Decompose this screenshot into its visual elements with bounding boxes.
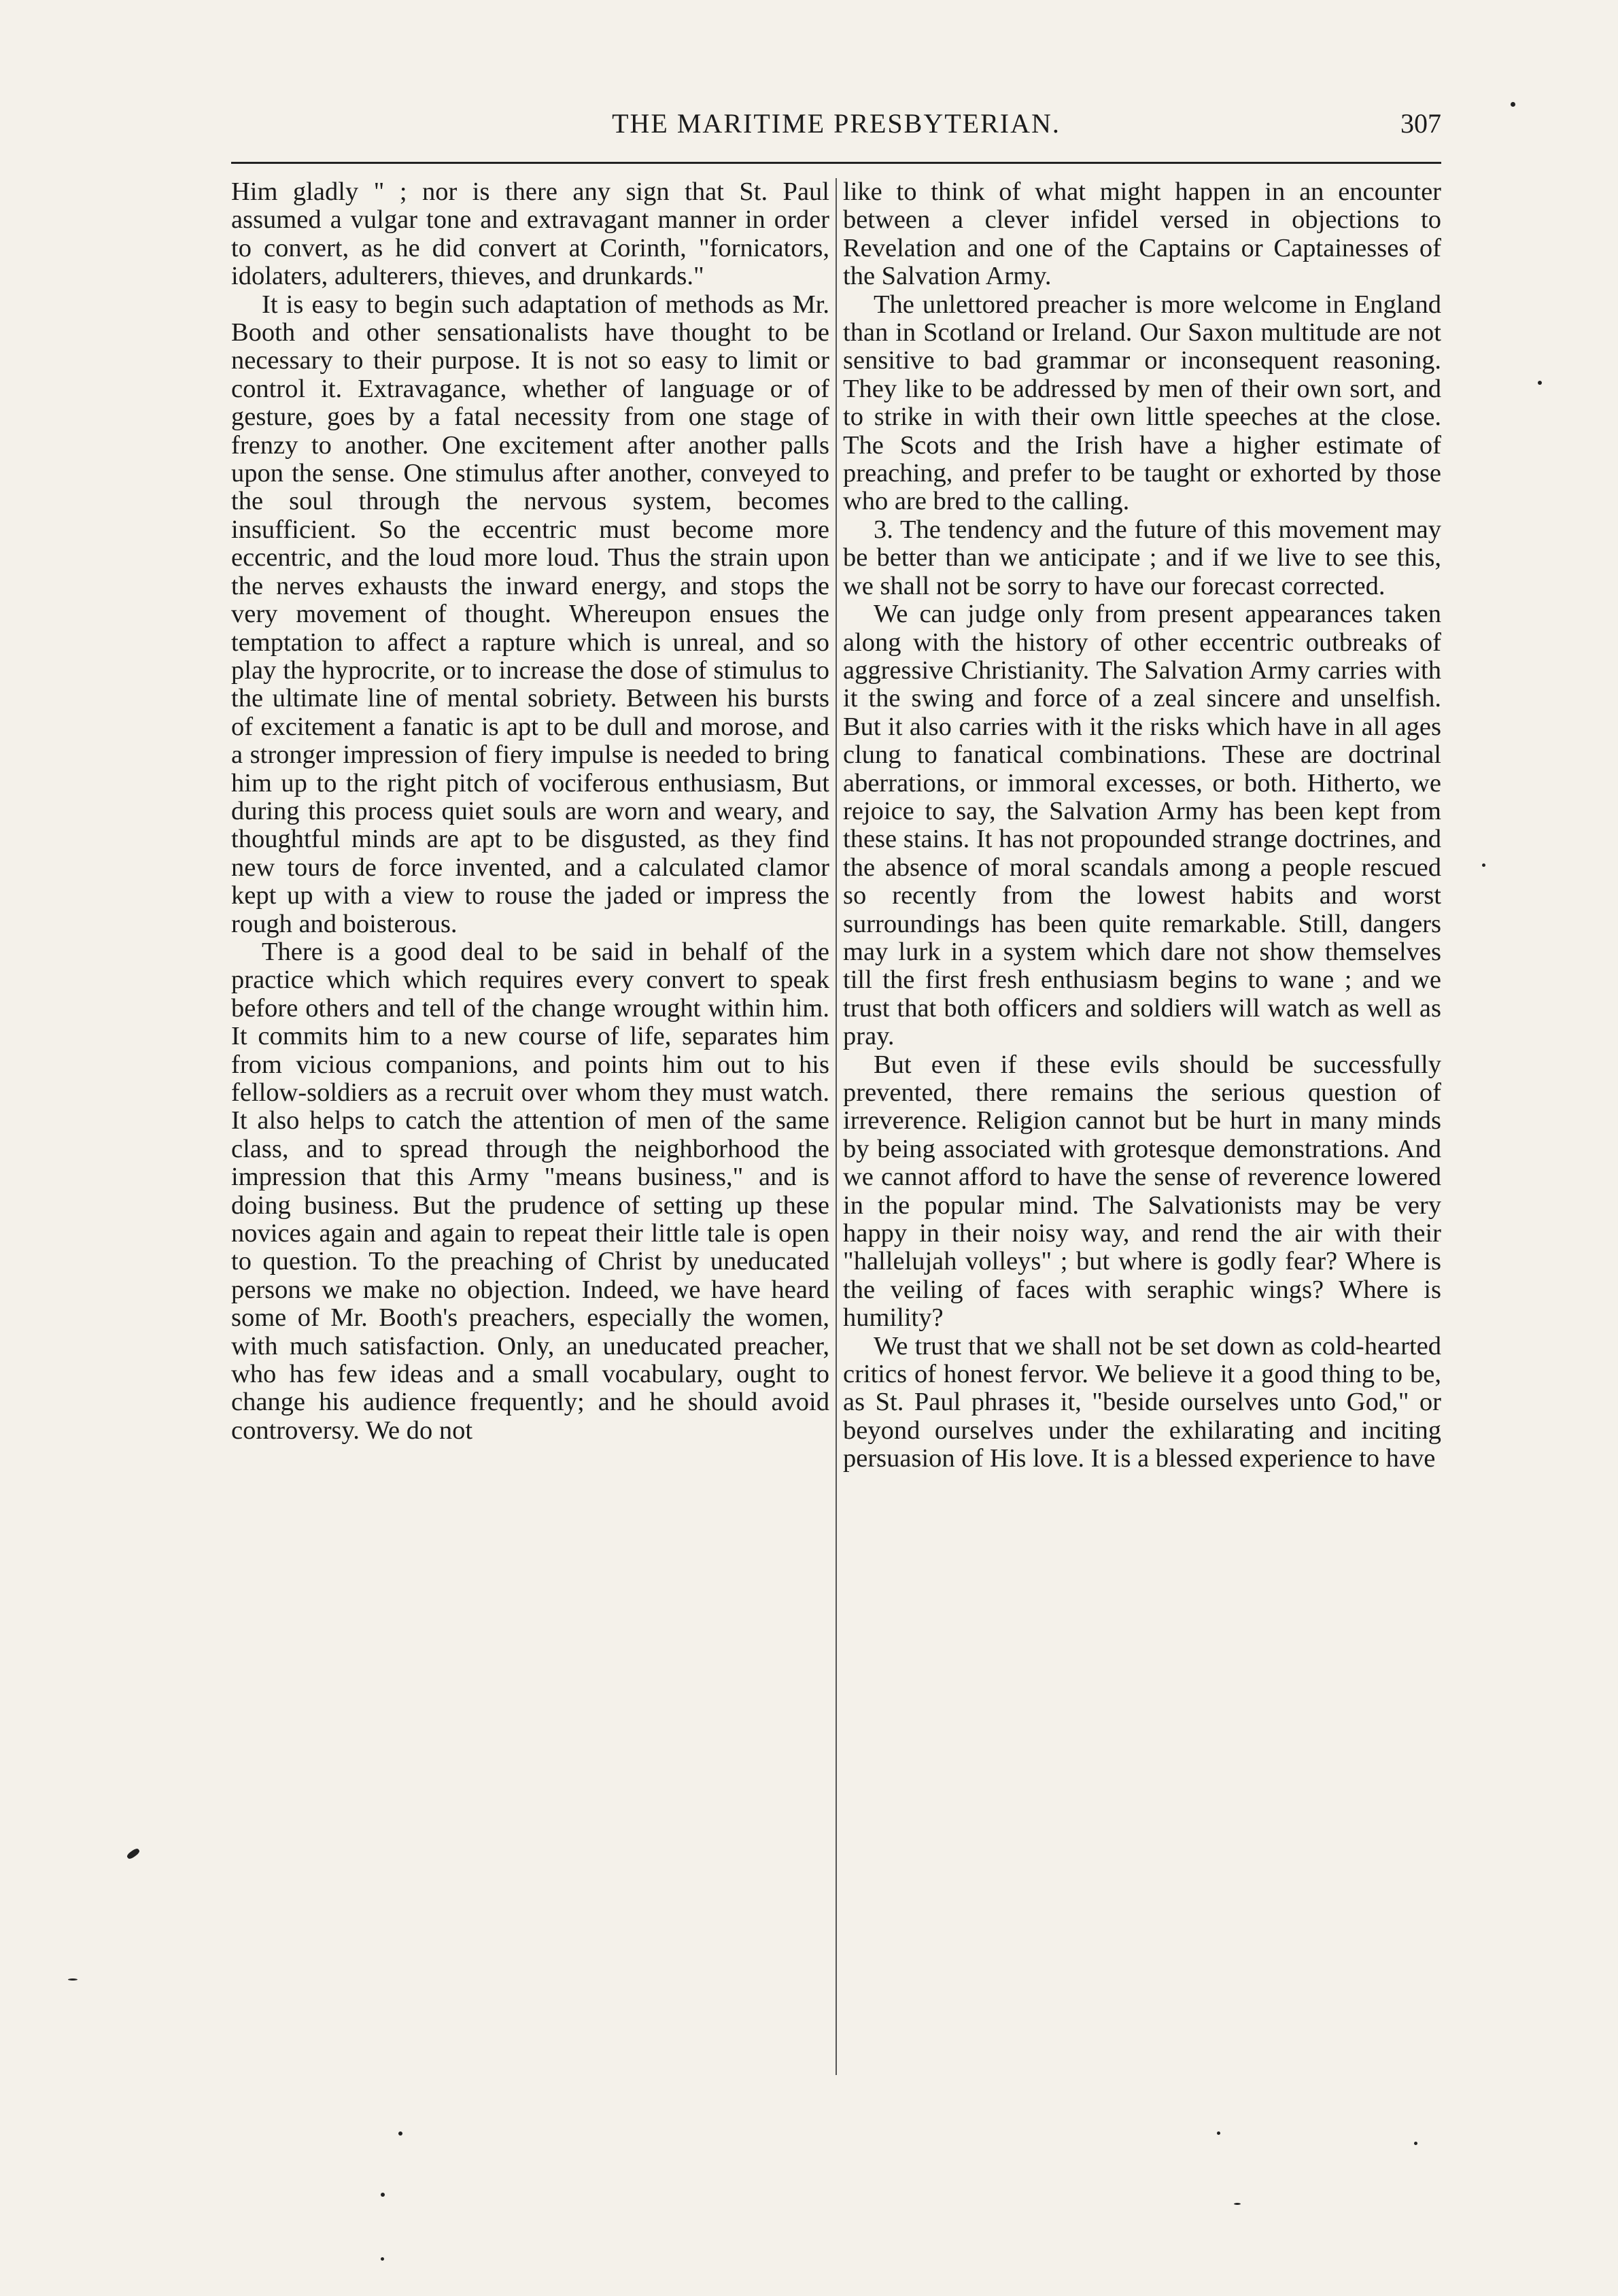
paragraph: It is easy to begin such adaptation of methods as Mr. Booth and other sensationalists have thought to be necessary to their purpose. It is not so easy to limit or control it. Extravagance, whether of language or of gesture, goes by a fatal necessity from one stage of frenzy to another. One excitement after another palls upon the sense. One stimulus after another, conveyed to the soul through the nervous system, becomes insufficient. So the eccentric must become more eccentric, and the loud more loud. Thus the strain upon the nerves exhausts the inward energy, and stops the very movement of thought. Whereupon ensues the temptation to affect a rapture which is unreal, and so play the hyprocrite, or to increase the dose of stimulus to the ultimate line of mental sobriety. Between his bursts of excitement a fanatic is apt to be dull and morose, and a stronger impression of fiery impulse is needed to bring him up to the right pitch of vociferous enthusiasm, But during this process quiet souls are worn and weary, and thoughtful minds are apt to be disgusted, as they find new tours de force invented, and a calculated clamor kept up with a view to rouse the jaded or impress the rough and boisterous.	[231, 290, 829, 938]
print-speck	[1511, 102, 1515, 107]
print-speck	[126, 1847, 141, 1860]
paragraph: The unlettored preacher is more welcome in England than in Scotland or Ireland. Our Saxon multitude are not sensitive to bad grammar or inconsequent reasoning. They like to be addressed by men of their own sort, and to strike in with their own little speeches at the close. The Scots and the Irish have a higher estimate of preaching, and prefer to be taught or exhorted by those who are bred to the calling.	[843, 290, 1441, 516]
running-header	[231, 102, 1441, 150]
left-column	[231, 178, 829, 1445]
print-speck	[381, 2257, 384, 2261]
paragraph: 3. The tendency and the future of this movement may be better than we anticipate ; and if we live to see this, we shall not be sorry to have our forecast corrected.	[843, 515, 1441, 600]
print-speck	[1482, 863, 1485, 867]
paragraph: Him gladly " ; nor is there any sign that St. Paul assumed a vulgar tone and extravagant manner in order to convert, as he did convert at Corinth, "fornicators, idolaters, adulterers, thieves, and drunkards."	[231, 177, 829, 291]
right-column	[843, 178, 1441, 1473]
print-speck	[68, 1978, 78, 1981]
running-title: THE MARITIME PRESBYTERIAN.	[612, 108, 1061, 139]
print-speck	[398, 2131, 402, 2136]
print-speck	[381, 2193, 385, 2197]
paragraph: like to think of what might happen in an encounter between a clever infidel versed in objections to Revelation and one of the Captains or Captainesses of the Salvation Army.	[843, 177, 1441, 291]
paragraph: There is a good deal to be said in behalf of the practice which which requires every convert to speak before others and tell of the change wrought within him. It commits him to a new course of life, separates him from vicious companions, and points him out to his fellow-soldiers as a recruit over whom they must watch. It also helps to catch the attention of men of the same class, and to spread through the neighborhood the impression that this Army "means business," and is doing business. But the prudence of setting up these novices again and again to repeat their little tale is open to question. To the preaching of Christ by uneducated persons we make no objection. Indeed, we have heard some of Mr. Booth's preachers, especially the women, with much satisfaction. Only, an uneducated preacher, who has few ideas and a small vocabulary, ought to change his audience frequently; and he should avoid controversy. We do not	[231, 937, 829, 1445]
column-divider	[836, 178, 837, 2075]
print-speck	[1538, 381, 1542, 385]
header-rule	[231, 162, 1441, 164]
paragraph: But even if these evils should be successfully prevented, there remains the serious question of irreverence. Religion cannot but be hurt in many minds by being associated with grotesque demonstrations. And we cannot afford to have the sense of reverence lowered in the popular mind. The Salvationists may be very happy in their noisy way, and rend the air with their "hallelujah volleys" ; but where is godly fear? Where is the veiling of faces with seraphic wings? Where is humility?	[843, 1050, 1441, 1333]
paragraph: We can judge only from present appearances taken along with the history of other eccentric outbreaks of aggressive Christianity. The Salvation Army carries with it the swing and force of a zeal sincere and unselfish. But it also carries with it the risks which have in all ages clung to fanatical combinations. These are doctrinal aberrations, or immoral excesses, or both. Hitherto, we rejoice to say, the Salvation Army has been kept from these stains. It has not propounded strange doctrines, and the absence of moral scandals among a people rescued so recently from the lowest habits and worst surroundings has been quite remarkable. Still, dangers may lurk in a system which dare not show themselves till the first fresh enthusiasm begins to wane ; and we trust that both officers and soldiers will watch as well as pray.	[843, 600, 1441, 1051]
print-speck	[1217, 2131, 1220, 2135]
print-speck	[1234, 2203, 1241, 2205]
page-number: 307	[1400, 108, 1441, 139]
paragraph: We trust that we shall not be set down as cold-hearted critics of honest fervor. We believe it a good thing to be, as St. Paul phrases it, "beside ourselves unto God," or beyond ourselves under the exhilarating and inciting persuasion of His love. It is a blessed experience to have	[843, 1331, 1441, 1473]
print-speck	[1414, 2142, 1417, 2145]
